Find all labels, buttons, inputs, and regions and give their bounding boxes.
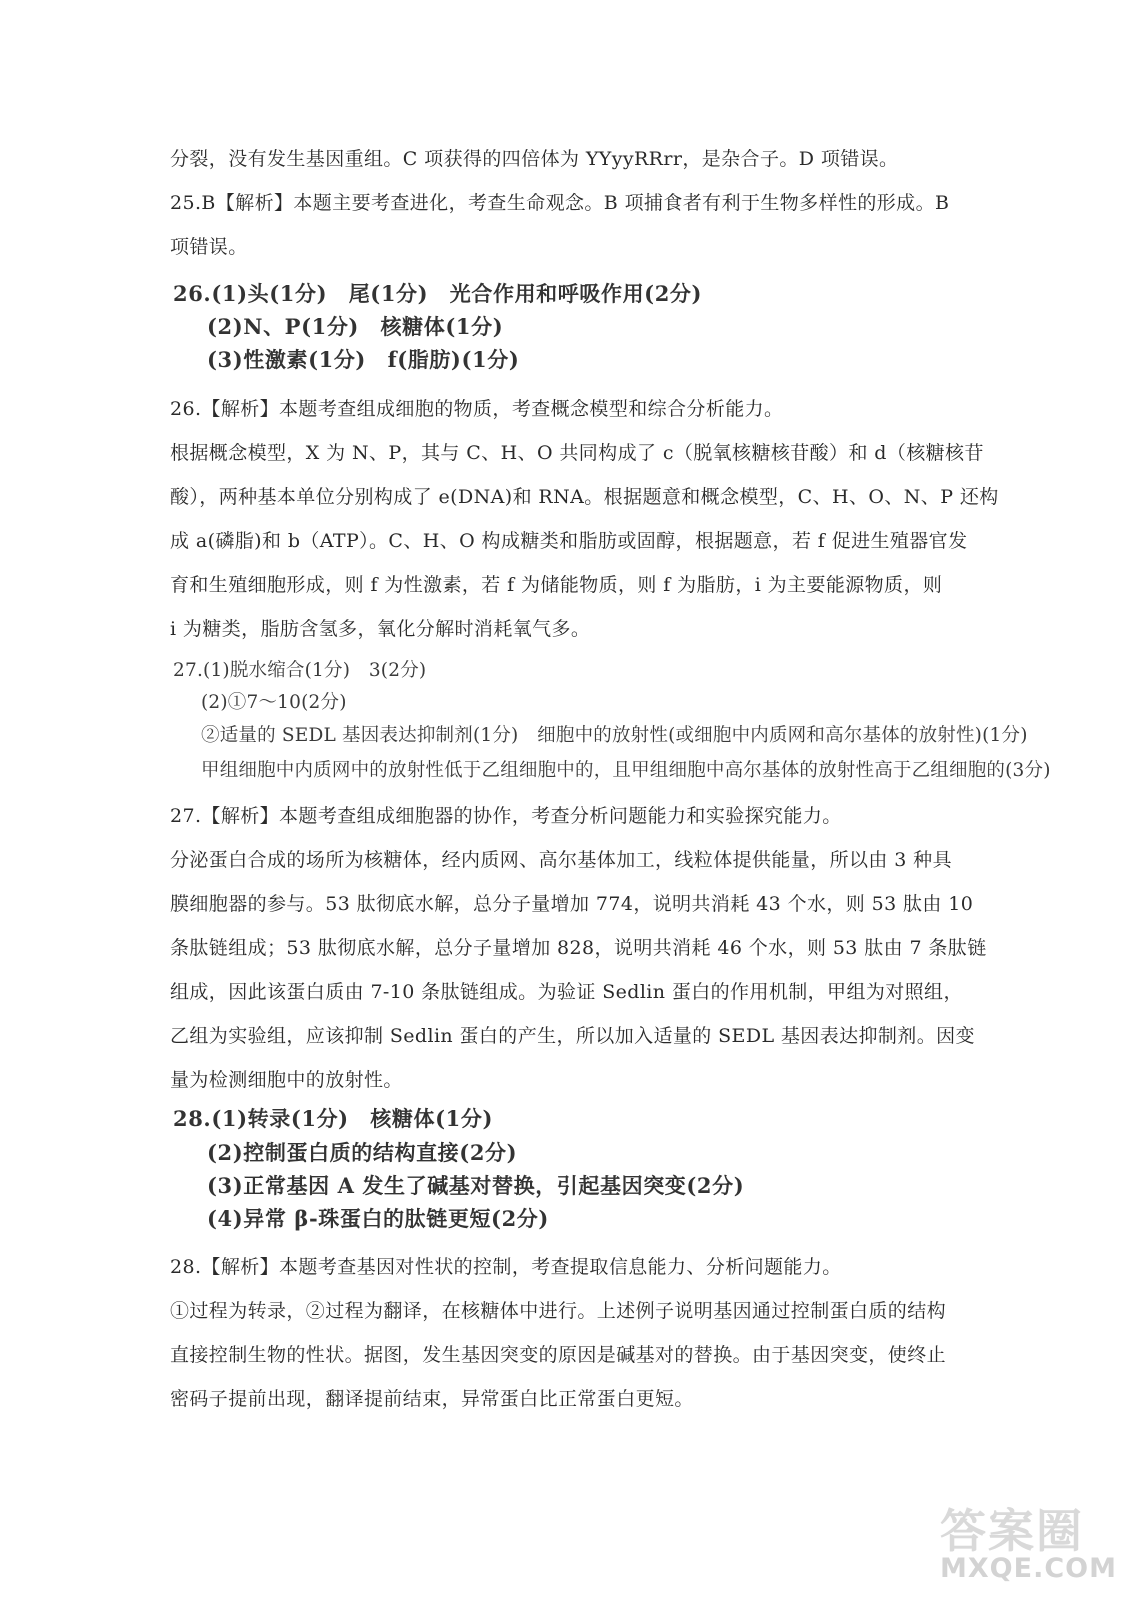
watermark-text: 答案圈 xyxy=(940,1504,1084,1558)
q27-analysis-line: 量为检测细胞中的放射性。 xyxy=(170,1069,403,1091)
q27-analysis-line: 条肽链组成；53 肽彻底水解，总分子量增加 828，说明共消耗 46 个水，则 53 肽由 7 条肽链 xyxy=(170,937,987,959)
q26-answer-line: 26.(1)头(1分) 尾(1分) 光合作用和呼吸作用(2分) xyxy=(173,281,703,306)
q26-analysis-line: 酸），两种基本单位分别构成了 e(DNA)和 RNA。根据题意和概念模型，C、H、O、N、P 还构 xyxy=(170,486,999,508)
q26-answer-line: (3)性激素(1分) f(脂肪)(1分) xyxy=(207,347,520,372)
q26-analysis-line: i 为糖类，脂肪含氢多，氧化分解时消耗氧气多。 xyxy=(170,618,591,640)
q26-analysis-line: 成 a(磷脂)和 b（ATP）。C、H、O 构成糖类和脂肪或固醇，根据题意，若 f 促进生殖器官发 xyxy=(170,530,968,552)
q28-answer-line: (2)控制蛋白质的结构直接(2分) xyxy=(207,1140,518,1165)
q28-answer-line: (3)正常基因 A 发生了碱基对替换，引起基因突变(2分) xyxy=(207,1173,745,1198)
q28-analysis-line: 直接控制生物的性状。据图，发生基因突变的原因是碱基对的替换。由于基因突变，使终止 xyxy=(170,1344,947,1366)
q26-answer-line: (2)N、P(1分) 核糖体(1分) xyxy=(207,314,504,339)
q26-analysis-line: 育和生殖细胞形成，则 f 为性激素，若 f 为储能物质，则 f 为脂肪，i 为主要能源物质，则 xyxy=(170,574,943,596)
q28-answer-line: (4)异常 β-珠蛋白的肽链更短(2分) xyxy=(207,1206,549,1231)
watermark-url: MXQE.COM xyxy=(940,1553,1117,1584)
q28-analysis-line: 28.【解析】本题考查基因对性状的控制，考查提取信息能力、分析问题能力。 xyxy=(170,1256,842,1278)
q27-answer-line: 甲组细胞中内质网中的放射性低于乙组细胞中的，且甲组细胞中高尔基体的放射性高于乙组细胞的(3分) xyxy=(201,760,1051,781)
watermark-logo xyxy=(940,1495,1117,1590)
q27-analysis-line: 乙组为实验组，应该抑制 Sedlin 蛋白的产生，所以加入适量的 SEDL 基因表达抑制剂。因变 xyxy=(170,1025,975,1047)
q27-analysis-line: 分泌蛋白合成的场所为核糖体，经内质网、高尔基体加工，线粒体提供能量，所以由 3 种具 xyxy=(170,849,952,871)
text-line: 项错误。 xyxy=(170,236,248,258)
q28-analysis-line: 密码子提前出现，翻译提前结束，异常蛋白比正常蛋白更短。 xyxy=(170,1388,694,1410)
q27-analysis-line: 27.【解析】本题考查组成细胞器的协作，考查分析问题能力和实验探究能力。 xyxy=(170,805,842,827)
q27-answer-line: 27.(1)脱水缩合(1分) 3(2分) xyxy=(173,660,427,681)
q27-answer-line: (2)①7～10(2分) xyxy=(201,692,347,713)
q27-analysis-line: 膜细胞器的参与。53 肽彻底水解，总分子量增加 774，说明共消耗 43 个水，则 53 肽由 10 xyxy=(170,893,974,915)
text-line: 分裂，没有发生基因重组。C 项获得的四倍体为 YYyyRRrr，是杂合子。D 项错误。 xyxy=(170,148,899,170)
q28-answer-line: 28.(1)转录(1分) 核糖体(1分) xyxy=(173,1106,493,1131)
q26-analysis-line: 26.【解析】本题考查组成细胞的物质，考查概念模型和综合分析能力。 xyxy=(170,398,784,420)
q27-answer-line: ②适量的 SEDL 基因表达抑制剂(1分) 细胞中的放射性(或细胞中内质网和高尔基体的放射性)(1分) xyxy=(201,725,1028,746)
q27-analysis-line: 组成，因此该蛋白质由 7-10 条肽链组成。为验证 Sedlin 蛋白的作用机制，甲组为对照组， xyxy=(170,981,963,1003)
text-line: 25.B【解析】本题主要考查进化，考查生命观念。B 项捕食者有利于生物多样性的形成。B xyxy=(170,192,950,214)
q26-analysis-line: 根据概念模型，X 为 N、P，其与 C、H、O 共同构成了 c（脱氧核糖核苷酸）和 d（核糖核苷 xyxy=(170,442,984,464)
q28-analysis-line: ①过程为转录，②过程为翻译，在核糖体中进行。上述例子说明基因通过控制蛋白质的结构 xyxy=(170,1300,947,1322)
